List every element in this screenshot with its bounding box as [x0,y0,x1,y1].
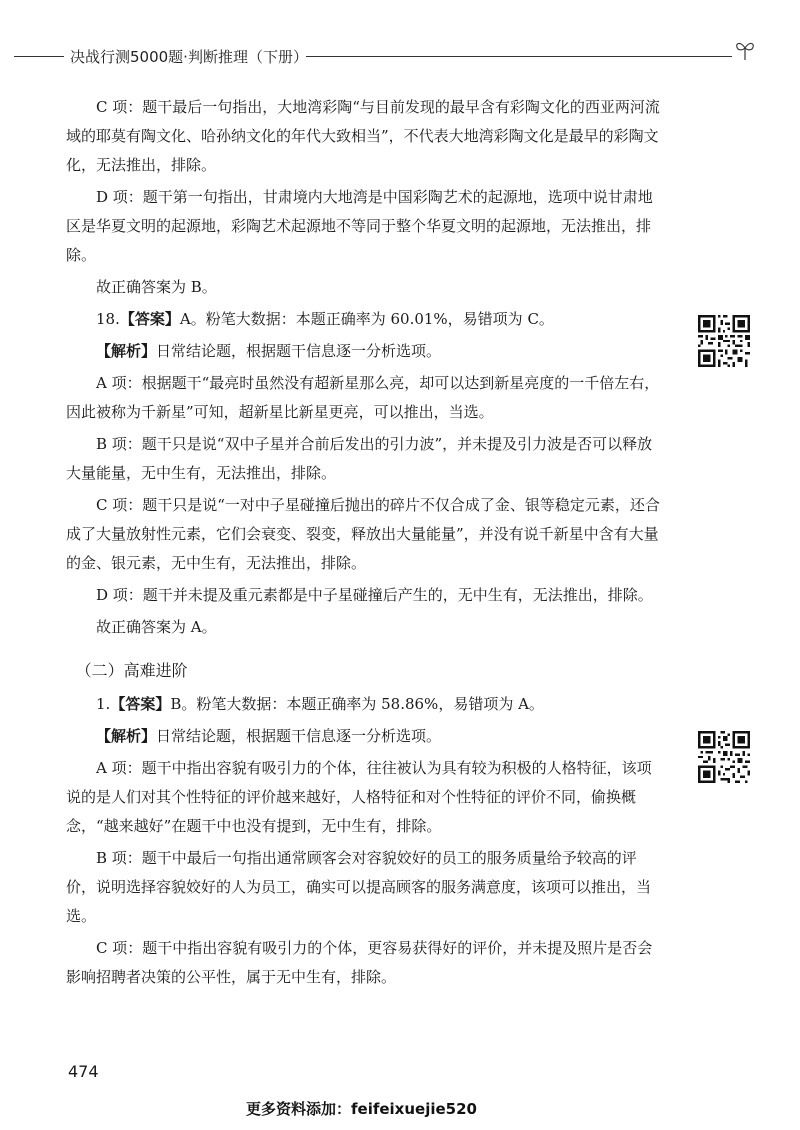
header-rule-right [306,56,732,57]
header-title: 决战行测5000题·判断推理（下册） [70,48,308,66]
page-body [66,93,666,992]
paragraph: C 项：题干最后一句指出，大地湾彩陶“与目前发现的最早含有彩陶文化的西亚两河流域的耶莫有陶文化、哈孙纳文化的年代大致相当”，不代表大地湾彩陶文化是最早的彩陶文化，无法推出，排除。 [66,98,660,174]
qr-code-icon [698,731,750,783]
sprout-icon [732,38,758,62]
q1-option-a: A 项：题干中指出容貌有吸引力的个体，往往被认为具有较为积极的人格特征，该项说的是人们对其个性特征的评价越来越好，人格特征和对个性特征的评价不同，偷换概念，“越来越好”在题干中也没有提到，无中生有，排除。 [66,759,652,835]
qr-code-q18[interactable] [698,315,750,367]
header-rule-left [14,56,64,57]
q18-analysis-text: 日常结论题，根据题干信息逐一分析选项。 [156,342,442,360]
q1-option-c: C 项：题干中指出容貌有吸引力的个体，更容易获得好的评价，并未提及照片是否会影响招聘者决策的公平性，属于无中生有，排除。 [66,939,653,986]
q1-number: 1. [96,695,111,713]
paragraph: 故正确答案为 B。 [96,278,217,296]
section-heading: （二）高难进阶 [75,661,188,680]
q1-answer-text: B。粉笔大数据：本题正确率为 58.86%，易错项为 A。 [170,695,544,713]
q18-option-b: B 项：题干只是说“双中子星并合前后发出的引力波”，并未提及引力波是否可以释放大量能量，无中生有，无法推出，排除。 [66,435,653,482]
q18-answer-text: A。粉笔大数据：本题正确率为 60.01%，易错项为 C。 [179,310,554,328]
answer-tag: 【答案】 [110,695,171,713]
analysis-tag: 【解析】 [96,727,157,745]
qr-code-icon [698,315,750,367]
q1-analysis-line [66,722,666,751]
q18-option-c: C 项：题干只是说“一对中子星碰撞后抛出的碎片不仅合成了金、银等稳定元素，还合成了大量放射性元素，它们会衰变、裂变，释放出大量能量”，并没有说千新星中含有大量的金、银元素，无中生有，无法推出，排除。 [66,496,660,572]
q18-option-d: D 项：题干并未提及重元素都是中子星碰撞后产生的，无中生有，无法推出，排除。 [96,586,653,604]
running-header [0,44,800,68]
q1-analysis-text: 日常结论题，根据题干信息逐一分析选项。 [156,727,442,745]
footer-note: 更多资料添加：feifeixuejie520 [246,1100,477,1118]
q18-option-a: A 项：根据题干“最亮时虽然没有超新星那么亮，却可以达到新星亮度的一千倍左右，因此被称为千新星”可知，超新星比新星更亮，可以推出，当选。 [66,374,660,421]
q1-option-b: B 项：题干中最后一句指出通常顾客会对容貌姣好的员工的服务质量给予较高的评价，说明选择容貌姣好的人为员工，确实可以提高顾客的服务满意度，该项可以推出，当选。 [66,849,652,925]
q18-conclusion: 故正确答案为 A。 [96,618,217,636]
q18-number: 18. [96,310,120,328]
paragraph: D 项：题干第一句指出，甘肃境内大地湾是中国彩陶艺术的起源地，选项中说甘肃地区是华夏文明的起源地，彩陶艺术起源地不等同于整个华夏文明的起源地，无法推出，排除。 [66,188,653,264]
page-number: 474 [68,1062,99,1081]
answer-tag: 【答案】 [119,310,180,328]
qr-code-q1[interactable] [698,731,750,783]
q18-answer-line [66,305,666,334]
q1-answer-line [66,690,666,719]
analysis-tag: 【解析】 [96,342,157,360]
q18-analysis-line [66,337,666,366]
